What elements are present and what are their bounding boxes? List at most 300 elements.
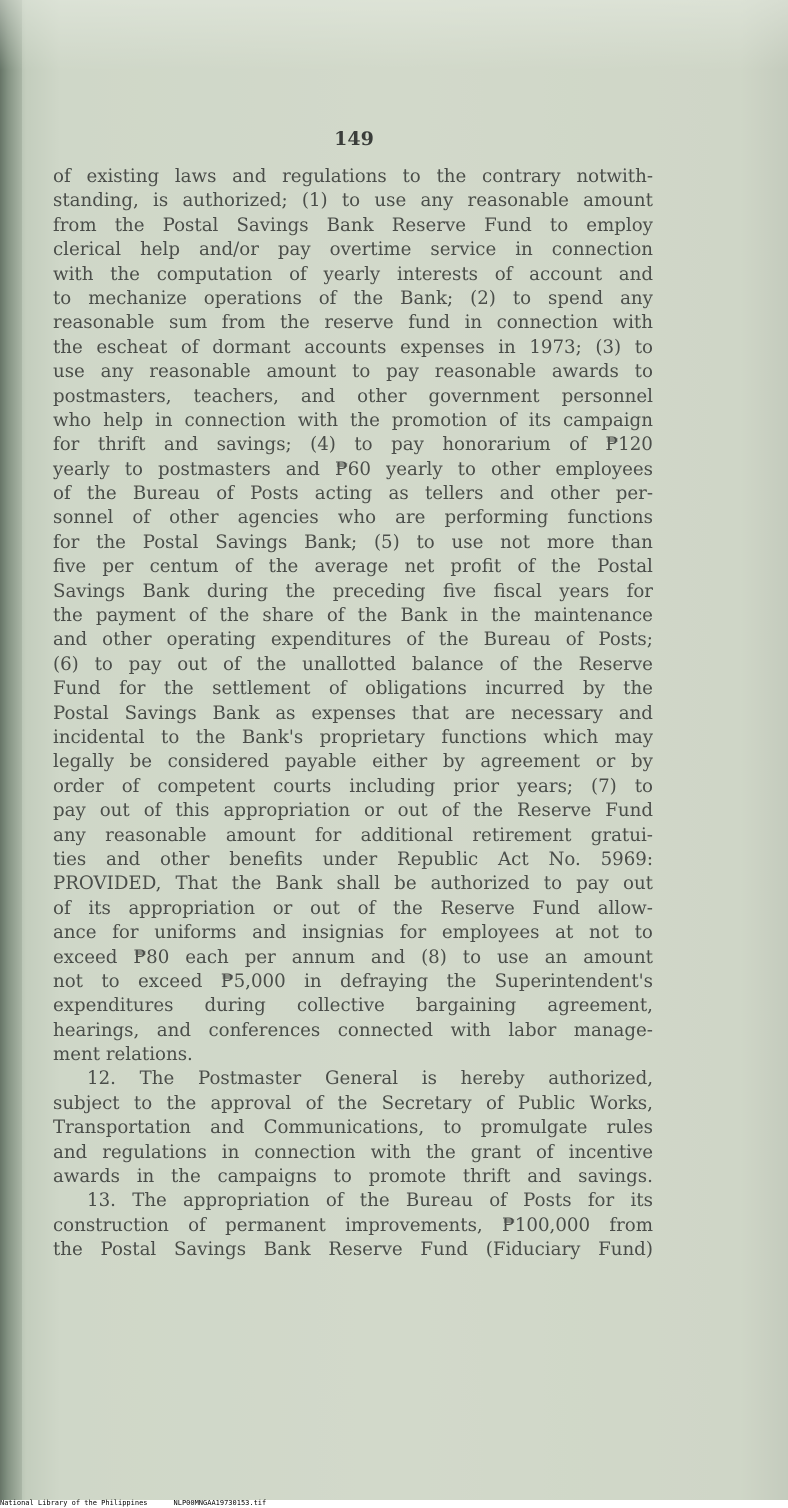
word: or bbox=[595, 751, 616, 773]
word: General bbox=[324, 1068, 399, 1090]
text-line bbox=[53, 238, 653, 262]
word: rules bbox=[606, 1117, 653, 1139]
word: per- bbox=[615, 483, 653, 505]
word: to bbox=[462, 946, 482, 968]
word: per bbox=[244, 946, 276, 968]
word: reasonable bbox=[149, 361, 251, 383]
word: standing, bbox=[53, 190, 139, 212]
word: PROVIDED, bbox=[53, 873, 162, 895]
word: amount bbox=[266, 361, 337, 383]
word: ₱60 bbox=[334, 458, 371, 480]
word: acting bbox=[314, 483, 373, 505]
text-line bbox=[53, 921, 653, 945]
text-line bbox=[53, 1116, 653, 1140]
word: Savings bbox=[173, 1239, 247, 1261]
word: and bbox=[527, 1166, 562, 1188]
word: connection bbox=[496, 312, 598, 334]
word: net bbox=[404, 556, 435, 578]
word: use bbox=[53, 361, 85, 383]
word: are bbox=[464, 702, 496, 724]
word: of bbox=[357, 897, 376, 919]
word: to bbox=[101, 970, 120, 992]
word: Reserve bbox=[517, 800, 592, 822]
text-line bbox=[53, 628, 653, 652]
word: employ bbox=[586, 214, 653, 236]
text-line bbox=[53, 482, 653, 506]
word: for bbox=[53, 531, 80, 553]
word: not bbox=[588, 922, 619, 944]
word: to bbox=[543, 873, 563, 895]
word: and bbox=[499, 483, 534, 505]
word: any bbox=[100, 361, 134, 383]
text-line bbox=[53, 1189, 653, 1213]
word: functions bbox=[441, 726, 527, 748]
word: prior bbox=[453, 775, 500, 797]
word: Works, bbox=[589, 1092, 653, 1114]
word: in bbox=[515, 239, 533, 261]
word: the bbox=[426, 1141, 456, 1163]
word: of bbox=[485, 1092, 504, 1114]
text-line bbox=[53, 385, 653, 409]
word: The bbox=[139, 1068, 175, 1090]
word: the bbox=[110, 263, 140, 285]
word: and bbox=[156, 1019, 191, 1041]
word: of bbox=[223, 653, 241, 675]
text-line bbox=[53, 165, 653, 189]
word: Postal bbox=[162, 214, 219, 236]
word: employees bbox=[555, 458, 653, 480]
text-line: ment relations. bbox=[53, 1044, 193, 1066]
word: to bbox=[634, 361, 653, 383]
word: Bank bbox=[142, 580, 190, 602]
word: to bbox=[457, 458, 476, 480]
word: connected bbox=[337, 1019, 433, 1041]
text-line bbox=[53, 970, 653, 994]
text-line bbox=[53, 799, 653, 823]
word: and bbox=[106, 848, 141, 870]
word: the bbox=[359, 1190, 390, 1212]
text-line bbox=[53, 1141, 653, 1165]
word: during bbox=[204, 995, 266, 1017]
word: of bbox=[53, 897, 71, 919]
word: yearly bbox=[53, 458, 110, 480]
text-line bbox=[53, 653, 653, 677]
word: unallotted bbox=[302, 653, 397, 675]
text-line bbox=[53, 897, 653, 921]
word: Bank bbox=[263, 1239, 311, 1261]
text-line bbox=[53, 1165, 653, 1189]
word: campaigns bbox=[217, 1166, 317, 1188]
word: personnel bbox=[561, 385, 653, 407]
word: which bbox=[543, 726, 599, 748]
body-text bbox=[53, 165, 653, 1263]
text-line bbox=[53, 409, 653, 433]
word: for bbox=[314, 824, 342, 846]
word: the bbox=[285, 580, 316, 602]
word: labor bbox=[508, 1019, 557, 1041]
library-credit: National Library of the Philippines bbox=[0, 1499, 148, 1507]
word: construction bbox=[53, 1214, 169, 1236]
word: pay bbox=[128, 653, 162, 675]
word: and bbox=[210, 1117, 245, 1139]
word: by bbox=[582, 678, 605, 700]
word: than bbox=[611, 531, 653, 553]
word: 1973; bbox=[529, 336, 582, 358]
scan-footer bbox=[0, 1499, 266, 1508]
word: and bbox=[232, 166, 267, 187]
word: necessary bbox=[510, 702, 603, 724]
word: legally bbox=[53, 751, 114, 773]
word: the bbox=[96, 531, 126, 553]
word: appropriation bbox=[183, 1190, 310, 1212]
word: manage- bbox=[573, 1019, 653, 1041]
text-line bbox=[53, 677, 653, 701]
word: Bank bbox=[212, 702, 260, 724]
word: expenditures bbox=[270, 629, 392, 651]
word: functions bbox=[567, 507, 653, 529]
word: including bbox=[349, 775, 436, 797]
binding-edge bbox=[0, 0, 22, 1500]
word: the bbox=[473, 800, 504, 822]
word: the bbox=[532, 653, 563, 675]
word: (3) bbox=[595, 336, 622, 358]
word: is bbox=[421, 1068, 437, 1090]
word: Fund bbox=[420, 1239, 469, 1261]
word: Reserve bbox=[440, 897, 515, 919]
word: and bbox=[285, 458, 320, 480]
word: its bbox=[630, 1190, 653, 1212]
word: Bureau bbox=[483, 629, 551, 651]
word: other bbox=[169, 507, 219, 529]
word: the bbox=[231, 873, 262, 895]
word: Communications, bbox=[263, 1117, 425, 1139]
word: to bbox=[634, 922, 653, 944]
word: to bbox=[634, 336, 653, 358]
word: settlement bbox=[212, 678, 311, 700]
word: dormant bbox=[212, 336, 291, 358]
word: of bbox=[132, 507, 151, 529]
word: ties bbox=[53, 848, 87, 870]
word: help bbox=[103, 409, 144, 431]
word: the bbox=[623, 678, 653, 700]
word: the bbox=[219, 605, 250, 627]
text-line bbox=[53, 848, 653, 872]
word: incidental bbox=[53, 726, 145, 748]
word: of bbox=[565, 629, 584, 651]
word: Postmaster bbox=[197, 1068, 302, 1090]
text-line bbox=[53, 946, 653, 970]
word: the bbox=[337, 1092, 368, 1114]
word: connection bbox=[184, 409, 286, 431]
word: exceed bbox=[138, 970, 203, 992]
word: pay bbox=[53, 800, 86, 822]
text-line bbox=[53, 360, 653, 384]
word: conferences bbox=[208, 1019, 321, 1041]
text-line bbox=[53, 555, 653, 579]
word: under bbox=[322, 848, 378, 870]
word: from bbox=[53, 214, 97, 236]
word: savings; bbox=[216, 434, 292, 456]
word: to bbox=[354, 434, 373, 456]
word: savings. bbox=[578, 1166, 653, 1188]
word: regulations bbox=[102, 1141, 207, 1163]
word: employees bbox=[441, 922, 540, 944]
word: of bbox=[289, 263, 307, 285]
word: payment bbox=[95, 605, 176, 627]
word: of bbox=[499, 653, 518, 675]
word: to bbox=[402, 166, 421, 187]
word: ₱120 bbox=[605, 434, 653, 456]
word: 5969: bbox=[600, 848, 653, 870]
word: accounts bbox=[304, 336, 387, 358]
word: out bbox=[177, 653, 208, 675]
word: use bbox=[374, 190, 407, 212]
word: of bbox=[535, 1141, 554, 1163]
word: Public bbox=[517, 1092, 576, 1114]
word: tellers bbox=[424, 483, 484, 505]
word: mechanize bbox=[88, 287, 187, 309]
text-line bbox=[53, 1019, 653, 1043]
word: expenditures bbox=[53, 995, 174, 1017]
word: balance bbox=[411, 653, 484, 675]
word: contrary bbox=[482, 166, 561, 187]
word: not bbox=[53, 970, 83, 992]
word: government bbox=[428, 385, 540, 407]
text-line bbox=[53, 1238, 653, 1262]
word: improvements, bbox=[345, 1214, 483, 1236]
word: may bbox=[614, 726, 653, 748]
word: agreement, bbox=[547, 995, 653, 1017]
word: out bbox=[310, 897, 340, 919]
word: other bbox=[102, 629, 152, 651]
word: existing bbox=[86, 166, 160, 187]
word: or bbox=[364, 800, 384, 822]
word: incentive bbox=[568, 1141, 653, 1163]
word: laws bbox=[174, 166, 217, 187]
page-number: 149 bbox=[334, 128, 374, 150]
word: other bbox=[357, 385, 407, 407]
word: centum bbox=[149, 556, 219, 578]
word: the bbox=[53, 1239, 83, 1261]
word: to bbox=[443, 1117, 462, 1139]
word: teachers, bbox=[193, 385, 279, 407]
word: postmasters bbox=[157, 458, 271, 480]
word: yearly bbox=[385, 458, 443, 480]
word: 12. bbox=[87, 1068, 116, 1090]
word: ₱5,000 bbox=[220, 970, 286, 992]
word: permanent bbox=[225, 1214, 326, 1236]
text-line bbox=[53, 604, 653, 628]
word: of bbox=[326, 605, 345, 627]
word: in bbox=[460, 605, 479, 627]
word: Postal bbox=[142, 531, 199, 553]
word: honorarium bbox=[442, 434, 551, 456]
text-line bbox=[53, 994, 653, 1018]
word: Bank bbox=[400, 605, 448, 627]
word: in bbox=[155, 409, 173, 431]
word: promotion bbox=[391, 409, 488, 431]
word: bargaining bbox=[415, 995, 517, 1017]
word: agreement bbox=[480, 751, 581, 773]
word: exceed bbox=[53, 946, 118, 968]
word: of bbox=[53, 483, 71, 505]
word: (2) bbox=[470, 287, 496, 309]
word: Postal bbox=[597, 556, 653, 578]
word: uniforms bbox=[154, 922, 237, 944]
word: ance bbox=[53, 922, 97, 944]
word: postmasters, bbox=[53, 385, 172, 407]
word: the bbox=[353, 287, 384, 309]
word: Act bbox=[498, 848, 529, 870]
word: to bbox=[352, 361, 371, 383]
word: of bbox=[188, 605, 207, 627]
text-line bbox=[53, 702, 653, 726]
word: of bbox=[216, 483, 234, 505]
word: with bbox=[297, 409, 339, 431]
word: interests bbox=[396, 263, 478, 285]
word: of bbox=[53, 166, 71, 187]
word: of bbox=[494, 263, 513, 285]
word: escheat bbox=[96, 336, 168, 358]
word: approval bbox=[210, 1092, 292, 1114]
word: fiscal bbox=[493, 580, 542, 602]
text-line bbox=[53, 531, 653, 555]
word: to bbox=[341, 190, 361, 212]
word: per bbox=[102, 556, 134, 578]
word: for bbox=[112, 922, 139, 944]
word: out bbox=[397, 800, 428, 822]
word: The bbox=[132, 1190, 167, 1212]
word: who bbox=[53, 409, 92, 431]
word: use bbox=[451, 531, 484, 553]
word: account bbox=[529, 263, 603, 285]
word: to bbox=[124, 458, 143, 480]
word: (8) bbox=[421, 946, 447, 968]
word: this bbox=[175, 800, 210, 822]
word: amount bbox=[225, 824, 296, 846]
word: Savings bbox=[215, 531, 288, 553]
word: its bbox=[528, 409, 552, 431]
word: from bbox=[221, 312, 266, 334]
text-line bbox=[53, 1092, 653, 1116]
word: yearly bbox=[323, 263, 381, 285]
word: for bbox=[587, 1190, 615, 1212]
word: performing bbox=[444, 507, 549, 529]
word: five bbox=[53, 556, 87, 578]
word: to bbox=[634, 775, 653, 797]
word: reasonable bbox=[434, 361, 537, 383]
word: Posts; bbox=[598, 629, 653, 651]
word: to bbox=[333, 1166, 352, 1188]
word: maintenance bbox=[533, 605, 653, 627]
word: and bbox=[300, 385, 336, 407]
word: and bbox=[370, 946, 406, 968]
word: courts bbox=[273, 775, 332, 797]
word: expenses bbox=[311, 702, 396, 724]
word: share bbox=[262, 605, 314, 627]
word: the bbox=[114, 214, 145, 236]
word: Bank; bbox=[400, 287, 454, 309]
word: the bbox=[53, 336, 83, 358]
word: sum bbox=[168, 312, 208, 334]
word: amount bbox=[583, 946, 653, 968]
word: of bbox=[328, 678, 347, 700]
word: five bbox=[442, 580, 477, 602]
word: regulations bbox=[282, 166, 387, 187]
word: in bbox=[304, 970, 322, 992]
word: is bbox=[153, 190, 169, 212]
word: the bbox=[170, 1166, 201, 1188]
word: at bbox=[555, 922, 574, 944]
word: other bbox=[550, 483, 600, 505]
word: notwith- bbox=[576, 166, 653, 187]
word: reasonable bbox=[105, 824, 207, 846]
word: hereby bbox=[460, 1068, 525, 1090]
word: by bbox=[631, 751, 653, 773]
word: Reserve bbox=[328, 1239, 403, 1261]
text-line bbox=[53, 824, 653, 848]
word: clerical bbox=[53, 239, 122, 261]
word: operations bbox=[203, 287, 302, 309]
word: in bbox=[221, 1141, 240, 1163]
word: Reserve bbox=[391, 214, 466, 236]
text-line bbox=[53, 214, 653, 238]
word: awards bbox=[551, 361, 619, 383]
word: connection bbox=[254, 1141, 356, 1163]
word: Fund) bbox=[598, 1239, 653, 1261]
word: of bbox=[188, 1214, 206, 1236]
word: any bbox=[53, 824, 86, 846]
text-line bbox=[53, 775, 653, 799]
word: of bbox=[406, 629, 424, 651]
word: agencies bbox=[237, 507, 319, 529]
text-line bbox=[53, 872, 653, 896]
text-line bbox=[53, 311, 653, 335]
word: Fund bbox=[53, 678, 101, 700]
word: the bbox=[256, 653, 287, 675]
word: service bbox=[430, 239, 497, 261]
word: defraying bbox=[339, 970, 429, 992]
text-line bbox=[53, 433, 653, 457]
word: Republic bbox=[396, 848, 479, 870]
word: the bbox=[491, 605, 521, 627]
word: for bbox=[626, 580, 653, 602]
word: (Fiduciary bbox=[485, 1239, 581, 1261]
word: payable bbox=[284, 751, 357, 773]
word: incurred bbox=[485, 678, 565, 700]
word: Secretary bbox=[381, 1092, 472, 1114]
word: reserve bbox=[324, 312, 394, 334]
word: promulgate bbox=[480, 1117, 588, 1139]
word: as bbox=[275, 702, 296, 724]
word: overtime bbox=[329, 239, 412, 261]
word: subject bbox=[53, 1092, 120, 1114]
word: Postal bbox=[53, 702, 109, 724]
word: (4) bbox=[310, 434, 336, 456]
word: the bbox=[436, 166, 467, 187]
word: profit bbox=[450, 556, 502, 578]
word: of bbox=[305, 1092, 324, 1114]
word: gratui- bbox=[590, 824, 653, 846]
word: grant bbox=[470, 1141, 521, 1163]
word: sonnel bbox=[53, 507, 114, 529]
word: and bbox=[252, 922, 287, 944]
text-line bbox=[53, 1067, 653, 1091]
word: of bbox=[180, 336, 199, 358]
page-top-shading bbox=[0, 0, 788, 70]
word: amount bbox=[583, 190, 653, 212]
word: in bbox=[498, 336, 516, 358]
